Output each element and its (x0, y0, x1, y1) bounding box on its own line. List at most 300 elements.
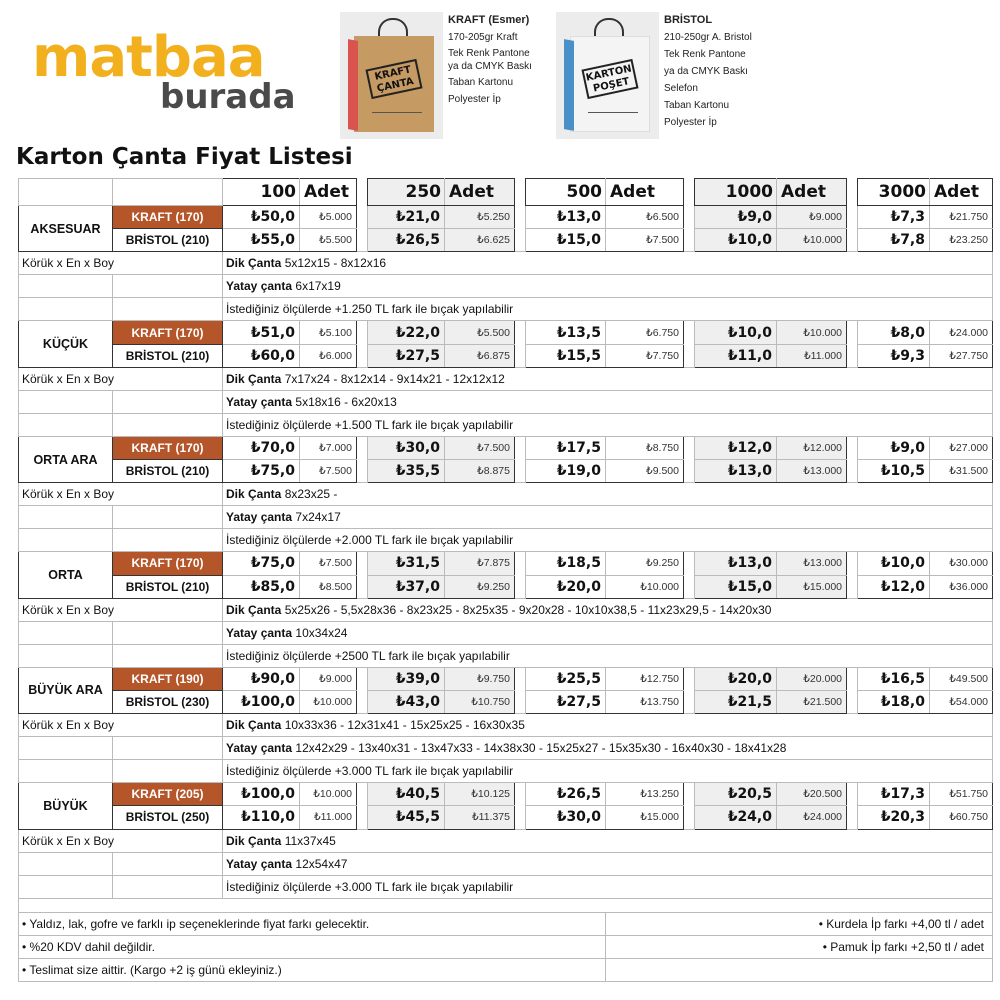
total-price: ₺13.250 (606, 783, 684, 806)
footer-row (19, 912, 993, 935)
dims-row (19, 390, 993, 413)
bristol-line: Selefon (664, 83, 698, 94)
spacer (515, 667, 526, 690)
total-price: ₺9.750 (445, 667, 515, 690)
quantity-unit: Adet (930, 179, 993, 206)
spacer (684, 783, 695, 806)
price-row (19, 783, 993, 806)
custom-size-note: İstediğiniz ölçülerde +3.000 TL fark ile bıçak yapılabilir (223, 875, 993, 898)
unit-price: ₺7,8 (858, 229, 930, 252)
category-name: ORTA ARA (19, 436, 113, 482)
bristol-bag-stamp: KARTON POŞET (581, 59, 638, 99)
unit-price: ₺13,0 (695, 552, 777, 575)
unit-price: ₺51,0 (223, 321, 300, 344)
empty-cell (19, 737, 113, 760)
footer-note-left: • Teslimat size aittir. (Kargo +2 iş günü ekleyiniz.) (19, 959, 606, 982)
spacer (515, 575, 526, 598)
kraft-info (448, 12, 532, 108)
unit-price: ₺21,5 (695, 690, 777, 713)
total-price: ₺24.000 (930, 321, 993, 344)
unit-price: ₺70,0 (223, 436, 300, 459)
price-row (19, 344, 993, 367)
total-price: ₺13.000 (777, 460, 847, 483)
footer-note-right (606, 959, 993, 982)
spacer (847, 179, 858, 206)
custom-size-note: İstediğiniz ölçülerde +3.000 TL fark ile bıçak yapılabilir (223, 760, 993, 783)
total-price: ₺5.100 (300, 321, 357, 344)
kraft-line: Polyester İp (448, 94, 501, 105)
yatay-label: Yatay çanta (226, 856, 293, 871)
spacer (515, 229, 526, 252)
unit-price: ₺16,5 (858, 667, 930, 690)
quantity-number: 100 (223, 179, 300, 206)
total-price: ₺24.000 (777, 806, 847, 829)
unit-price: ₺20,0 (526, 575, 606, 598)
unit-price: ₺27,5 (526, 690, 606, 713)
spacer (357, 229, 368, 252)
custom-size-note: İstediğiniz ölçülerde +2.000 TL fark ile bıçak yapılabilir (223, 529, 993, 552)
spacer (357, 179, 368, 206)
unit-price: ₺75,0 (223, 460, 300, 483)
total-price: ₺20.000 (777, 667, 847, 690)
dims-row (19, 714, 993, 737)
price-row (19, 229, 993, 252)
spacer (847, 575, 858, 598)
quantity-number: 250 (368, 179, 445, 206)
total-price: ₺36.000 (930, 575, 993, 598)
unit-price: ₺100,0 (223, 783, 300, 806)
dims-label: Körük x En x Boy (19, 252, 223, 275)
unit-price: ₺9,3 (858, 344, 930, 367)
material-label: BRİSTOL (210) (113, 575, 223, 598)
total-price: ₺5.000 (300, 206, 357, 229)
total-price: ₺27.750 (930, 344, 993, 367)
spacer (847, 321, 858, 344)
dims-label: Körük x En x Boy (19, 483, 223, 506)
total-price: ₺7.500 (606, 229, 684, 252)
header-row (19, 179, 993, 206)
category-name: BÜYÜK (19, 783, 113, 829)
note-row (19, 298, 993, 321)
yatay-label: Yatay çanta (226, 510, 293, 525)
yatay-values: 7x24x17 (295, 510, 341, 525)
total-price: ₺54.000 (930, 690, 993, 713)
total-price: ₺6.500 (606, 206, 684, 229)
total-price: ₺6.875 (445, 344, 515, 367)
spacer (357, 575, 368, 598)
note-row (19, 875, 993, 898)
custom-size-note: İstediğiniz ölçülerde +1.500 TL fark ile bıçak yapılabilir (223, 413, 993, 436)
dik-sizes (223, 598, 993, 621)
spacer (847, 436, 858, 459)
price-row (19, 460, 993, 483)
spacer (847, 667, 858, 690)
total-price: ₺9.500 (606, 460, 684, 483)
note-row (19, 413, 993, 436)
spacer (19, 898, 993, 912)
bristol-title: BRİSTOL (664, 14, 713, 26)
yatay-sizes (223, 621, 993, 644)
yatay-values: 12x54x47 (295, 856, 348, 871)
bristol-line: Polyester İp (664, 117, 717, 128)
price-row (19, 552, 993, 575)
kraft-bag-image (340, 12, 443, 139)
spacer (684, 806, 695, 829)
unit-price: ₺26,5 (368, 229, 445, 252)
material-label: KRAFT (190) (113, 667, 223, 690)
spacer (684, 229, 695, 252)
empty-cell (19, 621, 113, 644)
kraft-line: Tek Renk Pantone (448, 48, 530, 59)
total-price: ₺21.750 (930, 206, 993, 229)
unit-price: ₺25,5 (526, 667, 606, 690)
note-row (19, 644, 993, 667)
unit-price: ₺12,0 (858, 575, 930, 598)
unit-price: ₺30,0 (368, 436, 445, 459)
material-label: KRAFT (170) (113, 436, 223, 459)
spacer (684, 552, 695, 575)
spacer (684, 667, 695, 690)
empty-cell (113, 760, 223, 783)
total-price: ₺23.250 (930, 229, 993, 252)
empty-cell (113, 413, 223, 436)
total-price: ₺20.500 (777, 783, 847, 806)
yatay-values: 12x42x29 - 13x40x31 - 13x47x33 - 14x38x30 - 15x25x27 - 15x35x30 - 16x40x30 - 18x41x28 (295, 741, 787, 756)
unit-price: ₺43,0 (368, 690, 445, 713)
empty-cell (19, 875, 113, 898)
unit-price: ₺12,0 (695, 436, 777, 459)
yatay-label: Yatay çanta (226, 625, 293, 640)
category-name: ORTA (19, 552, 113, 598)
kraft-line: ya da CMYK Baskı (448, 61, 532, 72)
total-price: ₺7.000 (300, 436, 357, 459)
total-price: ₺10.000 (300, 783, 357, 806)
unit-price: ₺15,0 (526, 229, 606, 252)
yatay-label: Yatay çanta (226, 279, 293, 294)
total-price: ₺11.375 (445, 806, 515, 829)
unit-price: ₺35,5 (368, 460, 445, 483)
price-row (19, 575, 993, 598)
total-price: ₺7.750 (606, 344, 684, 367)
unit-price: ₺75,0 (223, 552, 300, 575)
total-price: ₺21.500 (777, 690, 847, 713)
quantity-unit: Adet (606, 179, 684, 206)
price-row (19, 690, 993, 713)
dik-sizes (223, 483, 993, 506)
spacer (847, 783, 858, 806)
dims-row (19, 506, 993, 529)
material-label: BRİSTOL (250) (113, 806, 223, 829)
dims-row (19, 275, 993, 298)
material-label: BRİSTOL (210) (113, 344, 223, 367)
total-price: ₺60.750 (930, 806, 993, 829)
total-price: ₺9.000 (777, 206, 847, 229)
footer-note-left: • %20 KDV dahil değildir. (19, 935, 606, 958)
unit-price: ₺90,0 (223, 667, 300, 690)
unit-price: ₺20,5 (695, 783, 777, 806)
category-name: KÜÇÜK (19, 321, 113, 367)
unit-price: ₺10,0 (695, 321, 777, 344)
brand-line2: burada (160, 77, 296, 117)
unit-price: ₺9,0 (695, 206, 777, 229)
empty-cell (19, 275, 113, 298)
spacer (515, 436, 526, 459)
price-row (19, 436, 993, 459)
total-price: ₺31.500 (930, 460, 993, 483)
yatay-sizes (223, 275, 993, 298)
unit-price: ₺9,0 (858, 436, 930, 459)
yatay-sizes (223, 852, 993, 875)
brand-logo (32, 25, 296, 117)
spacer (357, 344, 368, 367)
spacer (357, 436, 368, 459)
spacer (684, 436, 695, 459)
yatay-sizes (223, 506, 993, 529)
unit-price: ₺19,0 (526, 460, 606, 483)
spacer (515, 806, 526, 829)
empty-cell (113, 529, 223, 552)
dik-values: 5x25x26 - 5,5x28x36 - 8x23x25 - 8x25x35 - 9x20x28 - 10x10x38,5 - 11x23x29,5 - 14x20x30 (284, 602, 772, 617)
unit-price: ₺21,0 (368, 206, 445, 229)
unit-price: ₺40,5 (368, 783, 445, 806)
empty-cell (113, 737, 223, 760)
unit-price: ₺110,0 (223, 806, 300, 829)
price-row (19, 667, 993, 690)
material-label: BRİSTOL (210) (113, 229, 223, 252)
dims-row (19, 852, 993, 875)
material-label: BRİSTOL (210) (113, 460, 223, 483)
spacer (847, 344, 858, 367)
spacer (847, 806, 858, 829)
bristol-line: 210-250gr A. Bristol (664, 32, 752, 43)
total-price: ₺5.250 (445, 206, 515, 229)
header-empty (19, 179, 113, 206)
price-table (18, 178, 993, 982)
bristol-line: Taban Kartonu (664, 100, 730, 111)
spacer (515, 552, 526, 575)
total-price: ₺13.750 (606, 690, 684, 713)
spacer (847, 206, 858, 229)
price-row (19, 806, 993, 829)
category-name: AKSESUAR (19, 206, 113, 252)
spacer (515, 690, 526, 713)
spacer (357, 206, 368, 229)
unit-price: ₺30,0 (526, 806, 606, 829)
unit-price: ₺13,0 (526, 206, 606, 229)
spacer (515, 179, 526, 206)
dik-values: 7x17x24 - 8x12x14 - 9x14x21 - 12x12x12 (284, 371, 505, 386)
spacer (515, 460, 526, 483)
unit-price: ₺39,0 (368, 667, 445, 690)
dik-sizes (223, 714, 993, 737)
total-price: ₺11.000 (300, 806, 357, 829)
total-price: ₺6.625 (445, 229, 515, 252)
total-price: ₺5.500 (300, 229, 357, 252)
yatay-sizes (223, 737, 993, 760)
dims-label: Körük x En x Boy (19, 829, 223, 852)
dims-row (19, 621, 993, 644)
footer-note-right: • Pamuk İp farkı +2,50 tl / adet (606, 935, 993, 958)
empty-cell (113, 390, 223, 413)
note-row (19, 760, 993, 783)
empty-cell (113, 298, 223, 321)
total-price: ₺7.500 (300, 552, 357, 575)
spacer (357, 460, 368, 483)
unit-price: ₺55,0 (223, 229, 300, 252)
dik-sizes (223, 367, 993, 390)
total-price: ₺8.875 (445, 460, 515, 483)
price-row (19, 206, 993, 229)
unit-price: ₺11,0 (695, 344, 777, 367)
bristol-line: Tek Renk Pantone (664, 49, 746, 60)
spacer (515, 206, 526, 229)
empty-cell (19, 644, 113, 667)
unit-price: ₺100,0 (223, 690, 300, 713)
footer-row (19, 959, 993, 982)
yatay-values: 10x34x24 (295, 625, 348, 640)
spacer (847, 229, 858, 252)
quantity-unit: Adet (300, 179, 357, 206)
category-name: BÜYÜK ARA (19, 667, 113, 713)
total-price: ₺9.000 (300, 667, 357, 690)
total-price: ₺10.000 (606, 575, 684, 598)
material-label: KRAFT (170) (113, 552, 223, 575)
dims-row (19, 829, 993, 852)
total-price: ₺10.125 (445, 783, 515, 806)
dik-label: Dik Çanta (226, 371, 282, 386)
spacer (684, 460, 695, 483)
dims-row (19, 483, 993, 506)
total-price: ₺8.750 (606, 436, 684, 459)
unit-price: ₺50,0 (223, 206, 300, 229)
dik-values: 11x37x45 (284, 833, 336, 848)
quantity-unit: Adet (777, 179, 847, 206)
bristol-info (664, 12, 752, 131)
total-price: ₺10.000 (300, 690, 357, 713)
total-price: ₺10.000 (777, 321, 847, 344)
dik-label: Dik Çanta (226, 602, 282, 617)
total-price: ₺6.750 (606, 321, 684, 344)
spacer (684, 575, 695, 598)
unit-price: ₺15,0 (695, 575, 777, 598)
total-price: ₺51.750 (930, 783, 993, 806)
unit-price: ₺31,5 (368, 552, 445, 575)
unit-price: ₺20,0 (695, 667, 777, 690)
spacer (357, 690, 368, 713)
kraft-line: Taban Kartonu (448, 77, 514, 88)
spacer (684, 206, 695, 229)
total-price: ₺9.250 (445, 575, 515, 598)
total-price: ₺7.500 (300, 460, 357, 483)
quantity-number: 1000 (695, 179, 777, 206)
material-label: KRAFT (170) (113, 321, 223, 344)
dims-label: Körük x En x Boy (19, 714, 223, 737)
footer-note-right: • Kurdela İp farkı +4,00 tl / adet (606, 912, 993, 935)
total-price: ₺11.000 (777, 344, 847, 367)
empty-cell (113, 621, 223, 644)
dik-sizes (223, 252, 993, 275)
total-price: ₺13.000 (777, 552, 847, 575)
kraft-line: 170-205gr Kraft (448, 32, 518, 43)
page-title: Karton Çanta Fiyat Listesi (16, 144, 353, 170)
quantity-number: 3000 (858, 179, 930, 206)
unit-price: ₺15,5 (526, 344, 606, 367)
spacer (684, 344, 695, 367)
empty-cell (19, 760, 113, 783)
unit-price: ₺10,0 (858, 552, 930, 575)
spacer (515, 321, 526, 344)
unit-price: ₺27,5 (368, 344, 445, 367)
dims-row (19, 598, 993, 621)
spacer (357, 806, 368, 829)
unit-price: ₺26,5 (526, 783, 606, 806)
unit-price: ₺13,5 (526, 321, 606, 344)
spacer (357, 667, 368, 690)
dims-label: Körük x En x Boy (19, 367, 223, 390)
total-price: ₺30.000 (930, 552, 993, 575)
unit-price: ₺13,0 (695, 460, 777, 483)
unit-price: ₺8,0 (858, 321, 930, 344)
dims-row (19, 252, 993, 275)
dik-values: 8x23x25 - (284, 487, 338, 502)
material-label: KRAFT (170) (113, 206, 223, 229)
material-label: BRİSTOL (230) (113, 690, 223, 713)
total-price: ₺27.000 (930, 436, 993, 459)
spacer-row (19, 898, 993, 912)
spacer (684, 690, 695, 713)
unit-price: ₺10,5 (858, 460, 930, 483)
quantity-number: 500 (526, 179, 606, 206)
unit-price: ₺37,0 (368, 575, 445, 598)
note-row (19, 529, 993, 552)
footer-row (19, 935, 993, 958)
unit-price: ₺60,0 (223, 344, 300, 367)
unit-price: ₺17,5 (526, 436, 606, 459)
dik-values: 5x12x15 - 8x12x16 (284, 256, 387, 271)
total-price: ₺5.500 (445, 321, 515, 344)
quantity-unit: Adet (445, 179, 515, 206)
unit-price: ₺45,5 (368, 806, 445, 829)
spacer (515, 344, 526, 367)
dik-label: Dik Çanta (226, 256, 282, 271)
brand-line1: matbaa (32, 25, 265, 90)
empty-cell (113, 275, 223, 298)
unit-price: ₺17,3 (858, 783, 930, 806)
unit-price: ₺85,0 (223, 575, 300, 598)
material-label: KRAFT (205) (113, 783, 223, 806)
dik-sizes (223, 829, 993, 852)
empty-cell (19, 298, 113, 321)
yatay-label: Yatay çanta (226, 741, 293, 756)
yatay-label: Yatay çanta (226, 394, 293, 409)
total-price: ₺7.500 (445, 436, 515, 459)
dik-label: Dik Çanta (226, 833, 282, 848)
yatay-values: 5x18x16 - 6x20x13 (295, 394, 397, 409)
total-price: ₺9.250 (606, 552, 684, 575)
empty-cell (113, 852, 223, 875)
kraft-bag-stamp: KRAFT ÇANTA (365, 59, 422, 99)
empty-cell (19, 529, 113, 552)
spacer (847, 552, 858, 575)
custom-size-note: İstediğiniz ölçülerde +1.250 TL fark ile bıçak yapılabilir (223, 298, 993, 321)
dik-label: Dik Çanta (226, 487, 282, 502)
dims-label: Körük x En x Boy (19, 598, 223, 621)
dik-values: 10x33x36 - 12x31x41 - 15x25x25 - 16x30x35 (284, 718, 525, 733)
total-price: ₺15.000 (777, 575, 847, 598)
spacer (357, 552, 368, 575)
spacer (357, 783, 368, 806)
spacer (357, 321, 368, 344)
